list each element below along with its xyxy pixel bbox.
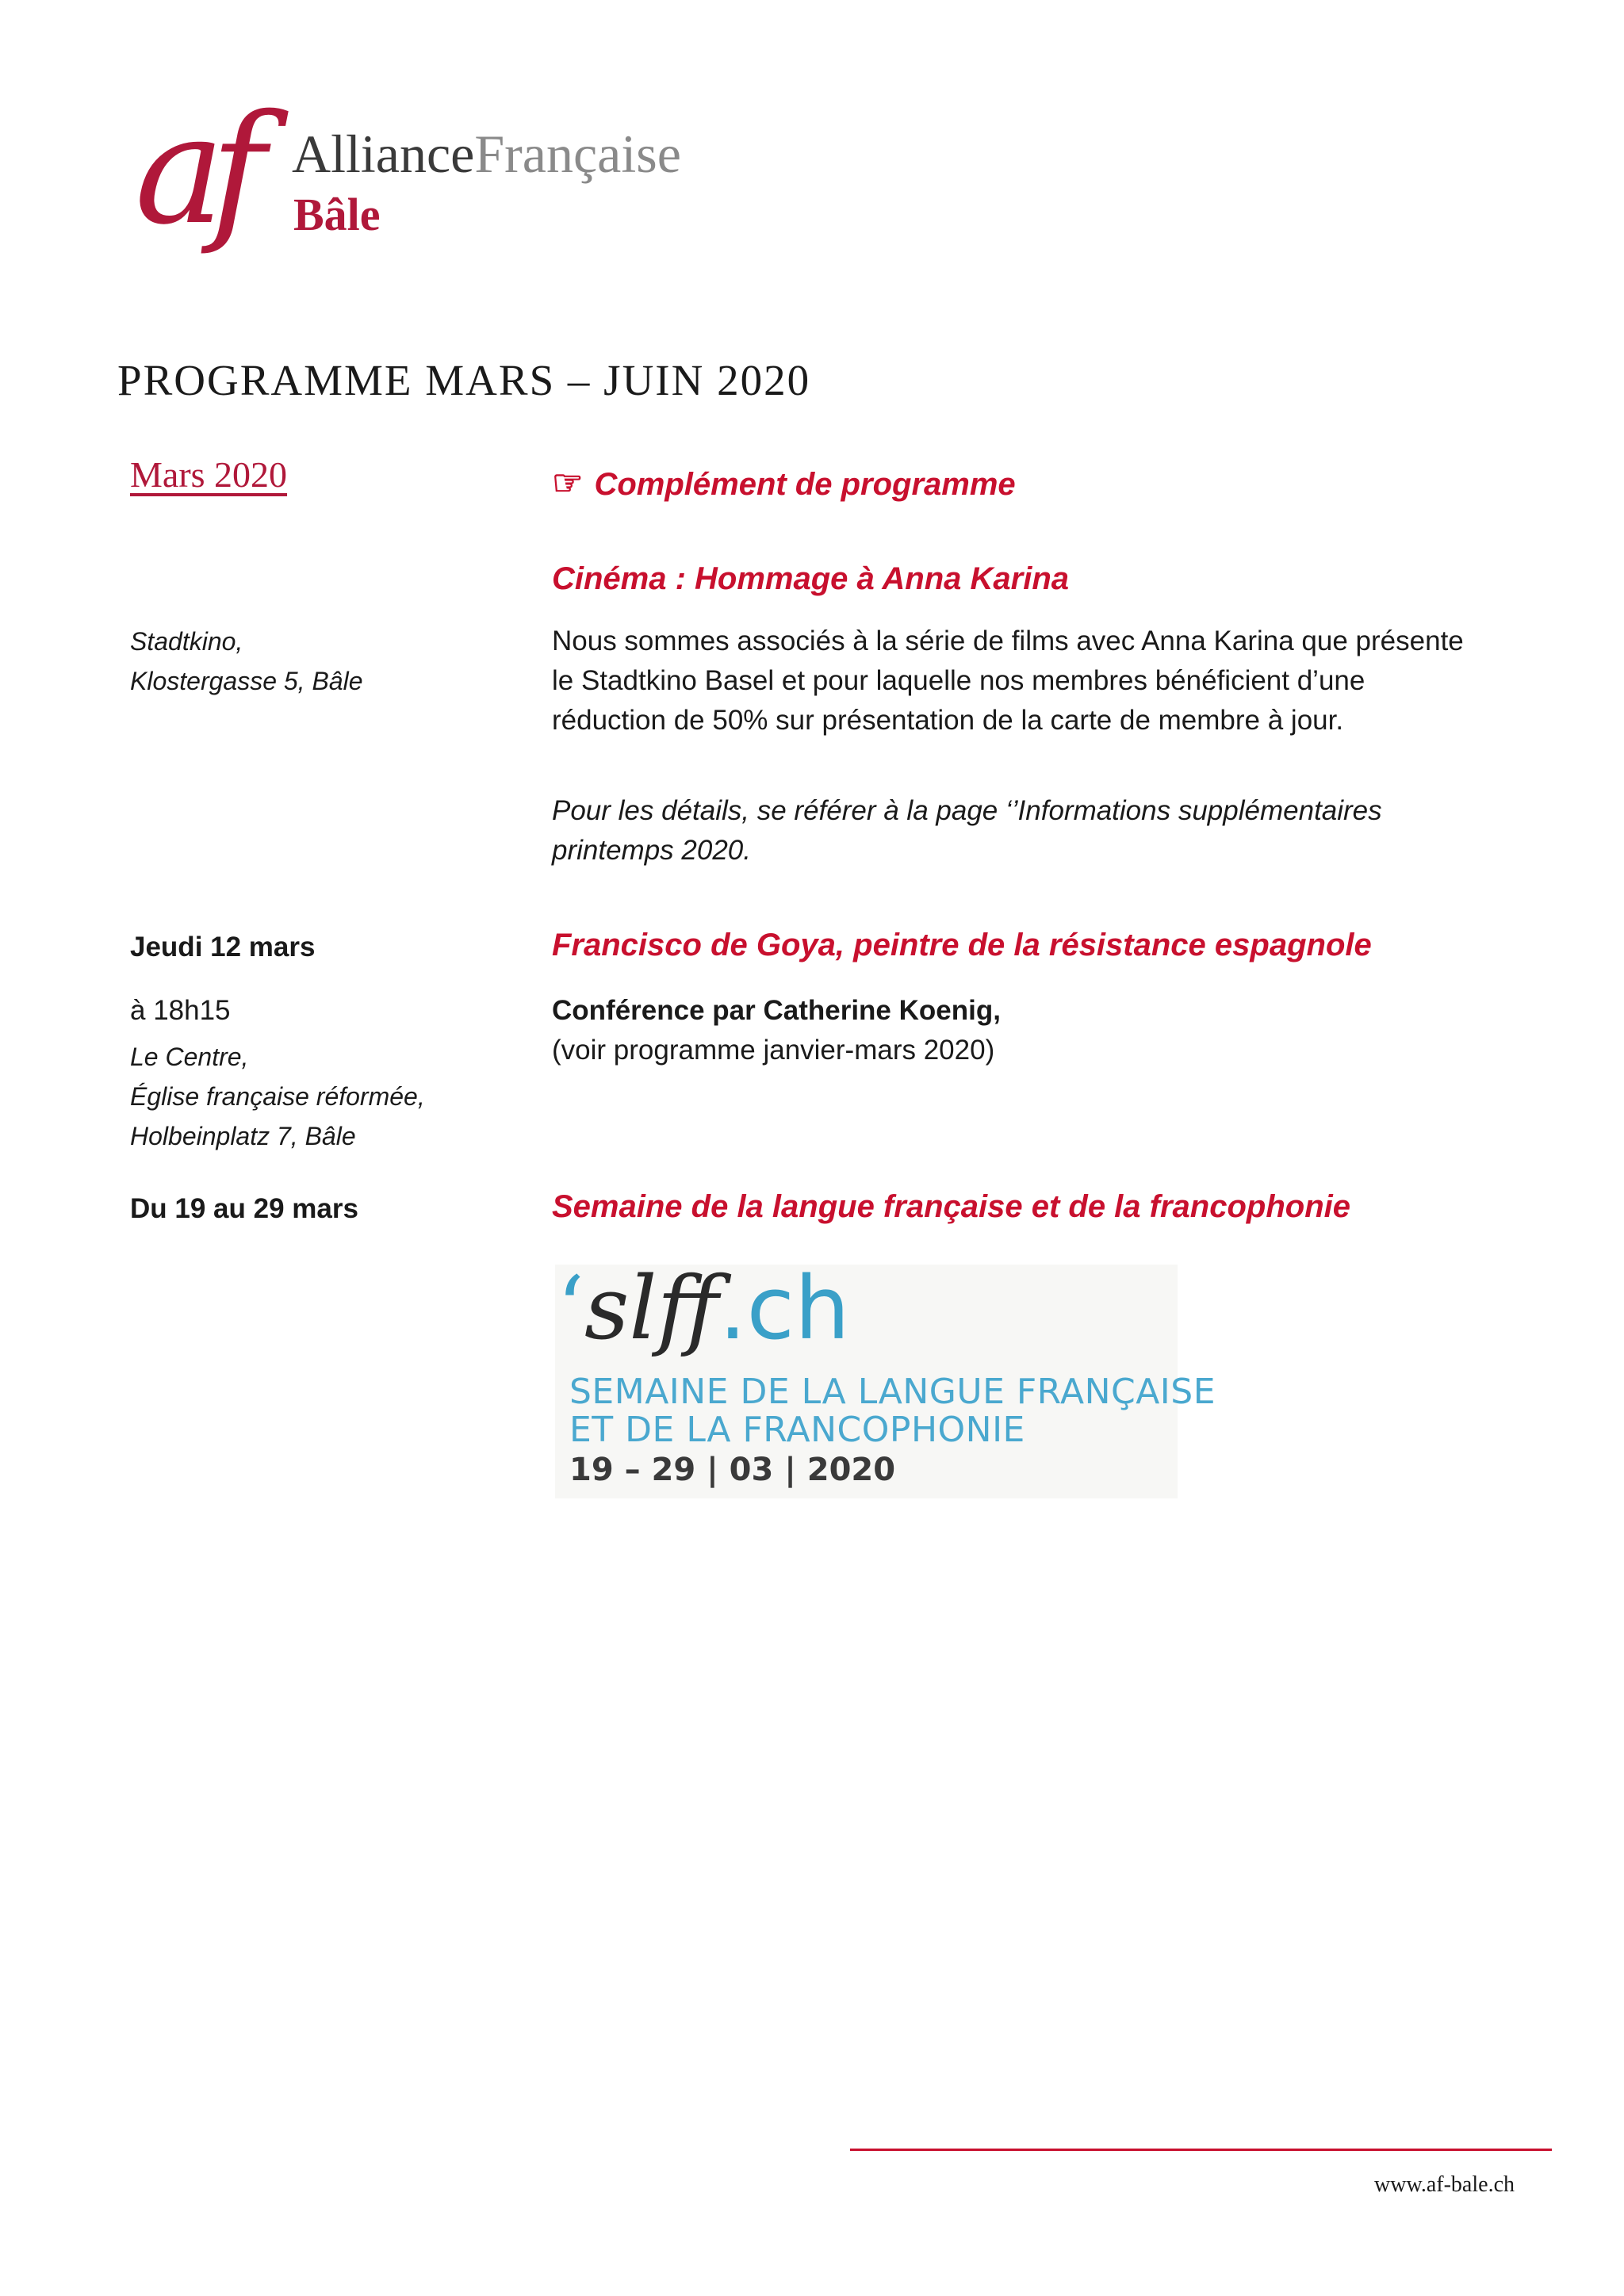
goya-heading: Francisco de Goya, peintre de la résistance espagnole xyxy=(552,928,1372,962)
slff-logo-line1: SEMAINE DE LA LANGUE FRANÇAISE xyxy=(569,1372,1216,1412)
pointing-hand-icon: ☞ xyxy=(552,464,584,503)
cinema-venue-line1: Stadtkino, xyxy=(130,627,243,656)
slff-logo-mark xyxy=(557,1257,850,1359)
semaine-heading: Semaine de la langue française et de la francophonie xyxy=(552,1189,1350,1224)
logo-name xyxy=(292,124,681,184)
month-heading: Mars 2020 xyxy=(130,454,288,495)
complement-heading-text: Complément de programme xyxy=(594,467,1016,502)
goya-venue-line2: Église française réformée, xyxy=(130,1082,425,1111)
slff-logo-tick: ‘ xyxy=(557,1257,584,1359)
slff-logo-dates: 19 – 29 | 03 | 2020 xyxy=(569,1452,896,1488)
complement-heading xyxy=(552,463,1503,503)
logo-name-francaise: Française xyxy=(474,124,681,184)
cinema-heading: Cinéma : Hommage à Anna Karina xyxy=(552,561,1070,596)
logo-name-alliance: Alliance xyxy=(292,124,475,184)
goya-date: Jeudi 12 mars xyxy=(130,932,316,962)
alliance-francaise-logo xyxy=(127,82,730,285)
goya-time: à 18h15 xyxy=(130,995,231,1026)
cinema-venue-line2: Klostergasse 5, Bâle xyxy=(130,667,363,695)
page-title: PROGRAMME MARS – JUIN 2020 xyxy=(117,356,811,404)
semaine-date: Du 19 au 29 mars xyxy=(130,1193,358,1224)
cinema-note: Pour les détails, se référer à la page ‘’Informations supplémentaires printemps 2020. xyxy=(552,795,1382,866)
goya-venue-line1: Le Centre, xyxy=(130,1043,249,1071)
af-logo-mark: af xyxy=(135,82,252,258)
slff-logo-domain: .ch xyxy=(718,1257,850,1359)
cinema-venue xyxy=(130,622,542,701)
goya-speaker: Conférence par Catherine Koenig, xyxy=(552,995,1001,1026)
slff-logo-line2: ET DE LA FRANCOPHONIE xyxy=(569,1410,1025,1450)
footer-url: www.af-bale.ch xyxy=(1374,2172,1515,2197)
goya-note: (voir programme janvier-mars 2020) xyxy=(552,1035,995,1066)
goya-venue xyxy=(130,1037,542,1156)
slff-logo-word: slff xyxy=(584,1257,719,1359)
slff-logo xyxy=(555,1257,1216,1498)
goya-venue-line3: Holbeinplatz 7, Bâle xyxy=(130,1122,356,1150)
cinema-body: Nous sommes associés à la série de films avec Anna Karina que présente le Stadtkino Basel et pour laquelle nos membres bénéficient d’une réduction de 50% sur présentation de la carte de membre à jour. xyxy=(552,626,1464,736)
footer-divider xyxy=(850,2149,1552,2151)
logo-city: Bâle xyxy=(293,189,381,240)
